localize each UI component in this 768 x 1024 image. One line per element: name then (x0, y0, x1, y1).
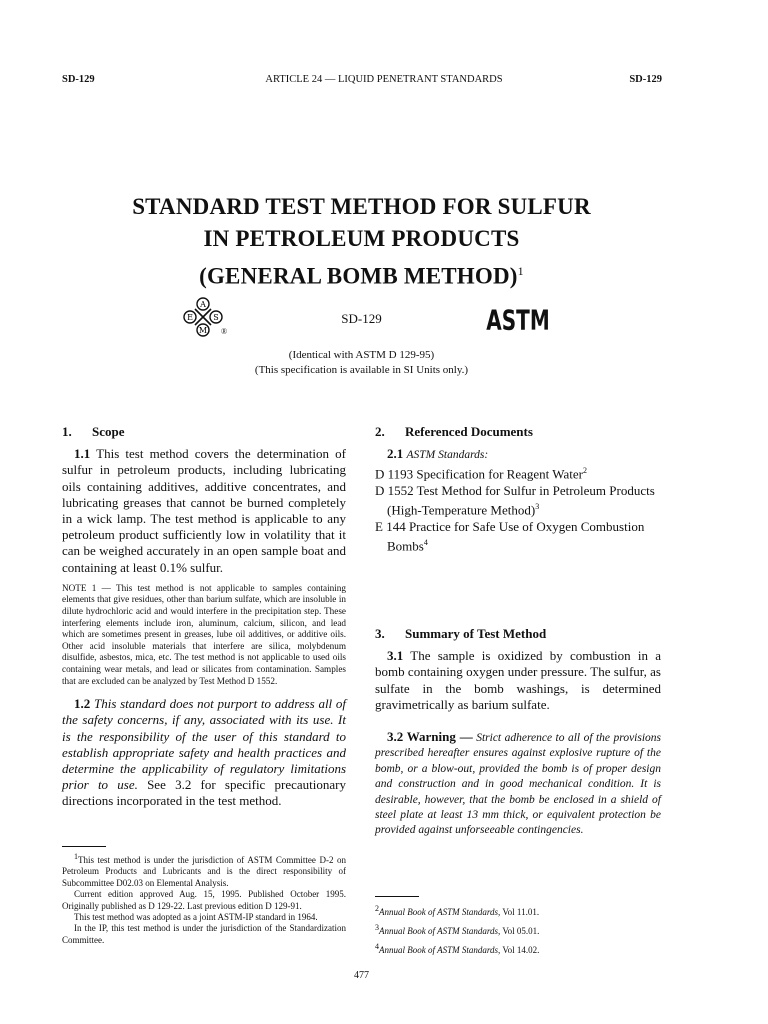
summary-3-1: 3.1 The sample is oxidized by combustion in a bomb containing oxygen under pressure. The sulfur, as sulfate in the bomb washings, is determined gravimetrically as barium sulfate. (375, 648, 662, 712)
footnote-1-p2: Current edition approved Aug. 15, 1995. Published October 1995. Originally published as D 129-22. Last previous edition D 129-91. (62, 889, 346, 911)
identical-note (0, 348, 723, 378)
page-title (0, 191, 723, 293)
title-line-2: IN PETROLEUM PRODUCTS (203, 226, 520, 251)
page-number: 477 (354, 970, 369, 981)
warning-3-2: 3.2 Warning — Strict adherence to all of the provisions prescribed hereafter ensures against explosive rupture of the bomb, or a blow-out, provided the bomb is of proper design and construction and in good mechanical condition. It is desirable, however, that the bomb be enclosed in a shield of steel plate at least 13 mm thick, or equivalent protection be provided against unforseeable contingencies. (375, 729, 662, 837)
astm-logo-icon (486, 300, 550, 340)
summary-section (375, 626, 661, 839)
svg-text:M: M (198, 326, 208, 335)
footnote-3: $^3$Annual Book of ASTM Standards, Vol 05.01. (375, 923, 540, 936)
footnote-1 (62, 851, 346, 946)
identical-line-2: (This specification is available in SI Units only.) (254, 364, 469, 376)
footnote-1-p4: In the IP, this test method is under the jurisdiction of the Standardization Committee. (62, 923, 346, 945)
summary-heading: 3. Summary of Test Method (375, 626, 547, 641)
note-1: NOTE 1 — This test method is not applicable to samples containing elements that give residues, other than barium sulfate, which are insoluble in dilute hydrochloric acid and would interfere in the precipitation step. These interfering elements include iron, aluminum, calcium, silicon, and lead which are sometimes present in greases, lube oil additives, or additive oils. Other acid insoluble materials that interfere are silica, molybdenum disulfide, asbestos, mica, etc. The test method is not applicable to used oils containing wear metals, and lead or silicates from contamination. Samples that are excluded can be analyzed by Test Method D 1552. (62, 582, 346, 686)
svg-text:S: S (213, 313, 219, 322)
ref-item: D 1552 Test Method for Sulfur in Petroleum Products (High-Temperature Method)$^3$ (375, 482, 655, 518)
referenced-heading: 2. Referenced Documents (375, 424, 533, 439)
title-line-1: STANDARD TEST METHOD FOR SULFUR (132, 194, 591, 219)
header-right: SD-129 (629, 74, 662, 85)
title-line-3: (GENERAL BOMB METHOD)$^1$ (199, 263, 524, 289)
svg-text:ASTM: ASTM (486, 302, 550, 337)
svg-text:A: A (200, 300, 206, 309)
astm-standards-label: 2.1 ASTM Standards: (387, 446, 489, 462)
footnote-4: $^4$Annual Book of ASTM Standards, Vol 14.02. (375, 942, 540, 955)
header-left: SD-129 (62, 74, 95, 85)
footnote-1-p1: $^1$This test method is under the jurisdiction of ASTM Committee D-2 on Petroleum Products and Lubricants and is the direct responsibility of Subcommittee D02.03 on Elemental Analysis. (62, 852, 346, 888)
svg-text:E: E (187, 313, 193, 322)
footnote-1-p3: This test method was adopted as a joint ASTM-IP standard in 1964. (74, 912, 318, 923)
title-footnote-mark: 1 (517, 264, 524, 278)
scope-1-1: 1.1 This test method covers the determination of sulfur in petroleum products, including lubricating oils containing additives, additive concentrates, and lubricating greases that cannot be burned completely in a wick lamp. The test method is applicable to any petroleum product sufficiently low in volatility that it can be weighed accurately in an open sample boat and containing at least 0.1% sulfur. (62, 446, 346, 575)
registered-mark: ® (221, 327, 228, 336)
scope-heading: 1. Scope (62, 424, 125, 439)
footnote-rule-left (62, 846, 106, 847)
scope-section (62, 424, 346, 810)
footnote-rule-right (375, 896, 419, 897)
header-center: ARTICLE 24 — LIQUID PENETRANT STANDARDS (265, 74, 503, 85)
identical-line-1: (Identical with ASTM D 129-95) (288, 349, 435, 361)
ref-item: E 144 Practice for Safe Use of Oxygen Combustion Bombs$^4$ (375, 518, 645, 554)
designation: SD-129 (341, 311, 382, 326)
footnote-2: $^2$Annual Book of ASTM Standards, Vol 11.01. (375, 904, 540, 917)
footnotes-right (375, 901, 661, 958)
ref-item: D 1193 Specification for Reagent Water$^2$ (375, 466, 587, 482)
referenced-section (375, 424, 661, 554)
scope-1-2: 1.2 This standard does not purport to address all of the safety concerns, if any, associated with its use. It is the responsibility of the user of this standard to establish appropriate safety and health practices and determine the applicability of regulatory limitations prior to use. See 3.2 for specific precautionary directions incorporated in the test method. (62, 696, 347, 809)
